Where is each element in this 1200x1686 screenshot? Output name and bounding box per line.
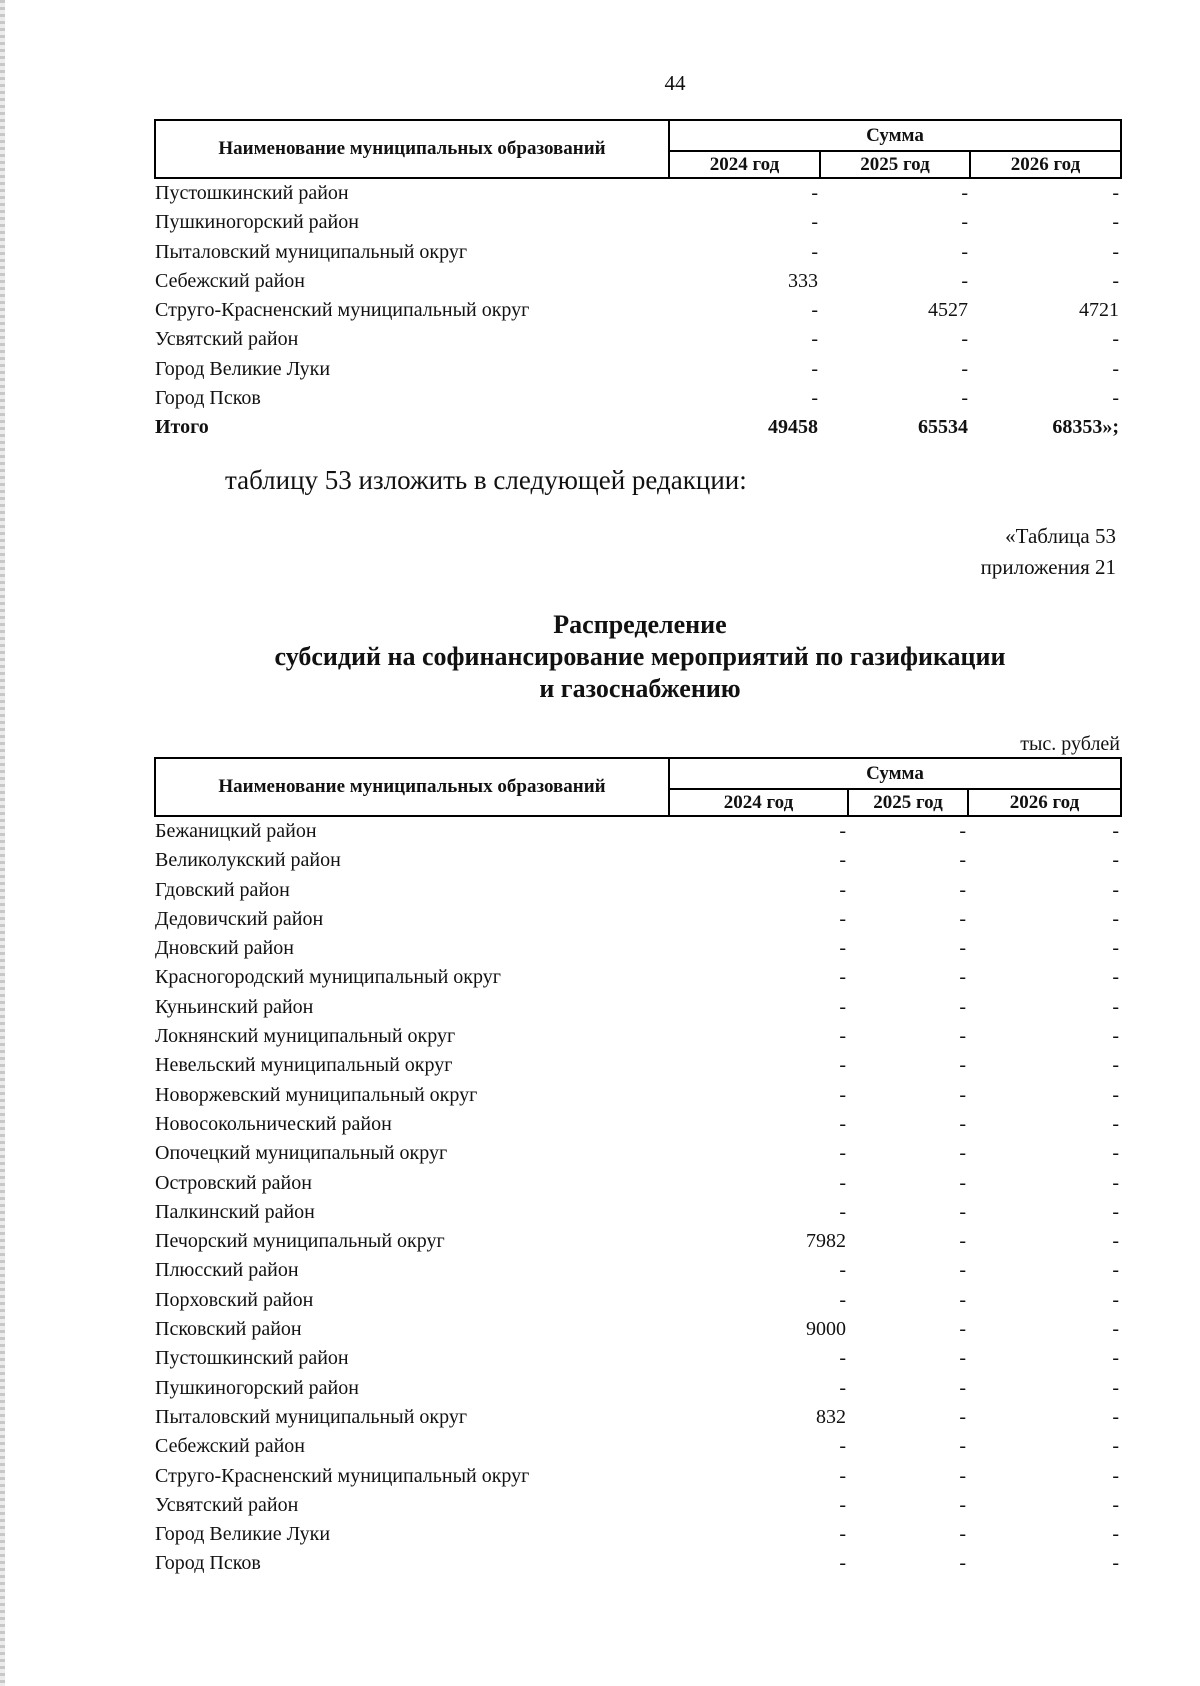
cell-2025: - bbox=[959, 1552, 966, 1575]
table-row bbox=[155, 208, 1121, 237]
cell-2024: 333 bbox=[788, 269, 818, 292]
cell-2026: - bbox=[1112, 966, 1119, 989]
row-name: Пушкиногорский район bbox=[155, 211, 359, 234]
cell-2024: - bbox=[811, 211, 818, 234]
table-top bbox=[154, 119, 1122, 443]
table-row bbox=[155, 934, 1121, 963]
table-row bbox=[155, 876, 1121, 905]
cell-2024: - bbox=[839, 820, 846, 842]
table-row bbox=[155, 296, 1121, 325]
title-line-3: и газоснабжению bbox=[539, 674, 741, 703]
row-name: Псковский район bbox=[155, 1318, 302, 1341]
cell-2025: - bbox=[959, 1493, 966, 1516]
cell-2026: - bbox=[1112, 849, 1119, 872]
row-name: Палкинский район bbox=[155, 1200, 315, 1223]
table-row bbox=[155, 1491, 1121, 1520]
table-reference-line2: приложения 21 bbox=[980, 555, 1116, 579]
row-name: Усвятский район bbox=[155, 1493, 299, 1516]
header-sum-group: Сумма bbox=[669, 120, 1121, 151]
row-name: Опочецкий муниципальный округ bbox=[155, 1142, 448, 1165]
cell-2024: 7982 bbox=[806, 1230, 846, 1253]
cell-2024: - bbox=[839, 1552, 846, 1575]
cell-2026: - bbox=[1112, 1083, 1119, 1106]
cell-2024: - bbox=[839, 937, 846, 960]
total-2024: 49458 bbox=[768, 416, 818, 439]
header-year-2025: 2025 год bbox=[820, 151, 970, 178]
cell-2024: - bbox=[811, 357, 818, 380]
cell-2025: - bbox=[961, 328, 968, 351]
header-year-2024: 2024 год bbox=[669, 789, 848, 816]
cell-2024: - bbox=[839, 1083, 846, 1106]
cell-2024: - bbox=[839, 966, 846, 989]
cell-2026: - bbox=[1112, 211, 1119, 234]
row-name: Бежаницкий район bbox=[155, 820, 317, 842]
header-name-column: Наименование муниципальных образований bbox=[155, 758, 669, 816]
cell-2024: - bbox=[811, 182, 818, 204]
total-2025: 65534 bbox=[918, 416, 968, 439]
row-name: Печорский муниципальный округ bbox=[155, 1230, 445, 1253]
cell-2024: - bbox=[839, 1523, 846, 1546]
row-name: Гдовский район bbox=[155, 878, 290, 901]
cell-2026: - bbox=[1112, 240, 1119, 263]
header-year-2026: 2026 год bbox=[968, 789, 1121, 816]
cell-2026: - bbox=[1112, 1259, 1119, 1282]
table-row bbox=[155, 1315, 1121, 1344]
cell-2026: - bbox=[1112, 1288, 1119, 1311]
table-row bbox=[155, 993, 1121, 1022]
header-year-2026: 2026 год bbox=[970, 151, 1121, 178]
row-name: Плюсский район bbox=[155, 1259, 299, 1282]
table-row bbox=[155, 1227, 1121, 1256]
title-line-1: Распределение bbox=[553, 610, 727, 639]
table-row bbox=[155, 1344, 1121, 1373]
row-name: Город Псков bbox=[155, 387, 261, 410]
cell-2025: - bbox=[959, 1171, 966, 1194]
cell-2025: - bbox=[959, 1435, 966, 1458]
cell-2024: 9000 bbox=[806, 1318, 846, 1341]
row-name: Пустошкинский район bbox=[155, 1347, 349, 1370]
cell-2024: - bbox=[811, 387, 818, 410]
cell-2024: - bbox=[839, 1142, 846, 1165]
table-row bbox=[155, 1198, 1121, 1227]
cell-2024: - bbox=[839, 1200, 846, 1223]
scan-edge bbox=[0, 0, 5, 1686]
page-number: 44 bbox=[664, 71, 686, 95]
table-row bbox=[155, 384, 1121, 413]
cell-2026: - bbox=[1112, 1318, 1119, 1341]
row-name: Дновский район bbox=[155, 937, 294, 960]
instruction-text: таблицу 53 изложить в следующей редакции: bbox=[225, 465, 747, 495]
cell-2024: - bbox=[839, 849, 846, 872]
cell-2026: - bbox=[1112, 387, 1119, 410]
cell-2025: - bbox=[959, 1288, 966, 1311]
table-row bbox=[155, 963, 1121, 992]
title-line-2: субсидий на софинансирование мероприятий по газификации bbox=[274, 642, 1006, 671]
table-row bbox=[155, 1549, 1121, 1578]
row-name: Пустошкинский район bbox=[155, 182, 349, 204]
cell-2026: - bbox=[1112, 1347, 1119, 1370]
cell-2024: - bbox=[839, 1171, 846, 1194]
cell-2024: - bbox=[811, 240, 818, 263]
table-row bbox=[155, 355, 1121, 384]
cell-2025: - bbox=[959, 1200, 966, 1223]
cell-2025: - bbox=[959, 1523, 966, 1546]
table-row bbox=[155, 846, 1121, 875]
cell-2024: - bbox=[811, 328, 818, 351]
row-name: Локнянский муниципальный округ bbox=[155, 1025, 456, 1048]
table-main-body bbox=[155, 816, 1121, 1579]
table-row bbox=[155, 1286, 1121, 1315]
cell-2026: - bbox=[1112, 1054, 1119, 1077]
cell-2024: 832 bbox=[816, 1405, 846, 1428]
total-2026: 68353»; bbox=[1052, 416, 1119, 439]
table-row bbox=[155, 1403, 1121, 1432]
table-row bbox=[155, 1462, 1121, 1491]
cell-2025: - bbox=[959, 1318, 966, 1341]
cell-2025: - bbox=[959, 1376, 966, 1399]
cell-2026: - bbox=[1112, 182, 1119, 204]
cell-2025: - bbox=[959, 937, 966, 960]
cell-2026: - bbox=[1112, 995, 1119, 1018]
table-row bbox=[155, 1256, 1121, 1285]
row-name: Новоржевский муниципальный округ bbox=[155, 1083, 478, 1106]
row-name: Невельский муниципальный округ bbox=[155, 1054, 453, 1077]
cell-2026: - bbox=[1112, 1552, 1119, 1575]
row-name: Дедовичский район bbox=[155, 907, 324, 930]
cell-2026: - bbox=[1112, 1142, 1119, 1165]
cell-2024: - bbox=[839, 1054, 846, 1077]
cell-2024: - bbox=[839, 995, 846, 1018]
table-row bbox=[155, 1169, 1121, 1198]
table-row bbox=[155, 1022, 1121, 1051]
table-row bbox=[155, 1051, 1121, 1080]
units-label: тыс. рублей bbox=[1020, 733, 1120, 755]
cell-2026: - bbox=[1112, 1464, 1119, 1487]
table-row bbox=[155, 267, 1121, 296]
cell-2026: 4721 bbox=[1079, 299, 1119, 322]
header-year-2024: 2024 год bbox=[669, 151, 820, 178]
row-name: Себежский район bbox=[155, 1435, 305, 1458]
cell-2024: - bbox=[839, 1288, 846, 1311]
header-sum-group: Сумма bbox=[669, 758, 1121, 789]
row-name: Город Великие Луки bbox=[155, 1523, 331, 1546]
row-name: Новосокольнический район bbox=[155, 1112, 392, 1135]
row-name: Пыталовский муниципальный округ bbox=[155, 1405, 468, 1428]
cell-2024: - bbox=[839, 878, 846, 901]
cell-2025: - bbox=[961, 240, 968, 263]
table-row bbox=[155, 1520, 1121, 1549]
cell-2026: - bbox=[1112, 1405, 1119, 1428]
cell-2025: - bbox=[961, 387, 968, 410]
total-label: Итого bbox=[155, 416, 209, 439]
cell-2025: - bbox=[959, 1025, 966, 1048]
cell-2024: - bbox=[839, 1112, 846, 1135]
cell-2026: - bbox=[1112, 1112, 1119, 1135]
cell-2026: - bbox=[1112, 1376, 1119, 1399]
table-row bbox=[155, 325, 1121, 354]
row-name: Себежский район bbox=[155, 269, 305, 292]
table-row bbox=[155, 905, 1121, 934]
cell-2024: - bbox=[839, 1376, 846, 1399]
cell-2026: - bbox=[1112, 1171, 1119, 1194]
cell-2025: - bbox=[961, 269, 968, 292]
row-name: Город Великие Луки bbox=[155, 357, 331, 380]
cell-2025: - bbox=[959, 1230, 966, 1253]
row-name: Порховский район bbox=[155, 1288, 314, 1311]
cell-2024: - bbox=[839, 1259, 846, 1282]
cell-2026: - bbox=[1112, 878, 1119, 901]
row-name: Великолукский район bbox=[155, 849, 341, 872]
cell-2025: - bbox=[959, 1464, 966, 1487]
row-name: Красногородский муниципальный округ bbox=[155, 966, 501, 989]
row-name: Пыталовский муниципальный округ bbox=[155, 240, 468, 263]
cell-2025: - bbox=[959, 1054, 966, 1077]
header-year-2025: 2025 год bbox=[848, 789, 968, 816]
table-row bbox=[155, 1139, 1121, 1168]
table-row bbox=[155, 1432, 1121, 1461]
cell-2024: - bbox=[839, 1464, 846, 1487]
row-name: Островский район bbox=[155, 1171, 312, 1194]
table-reference-line1: «Таблица 53 bbox=[1005, 524, 1116, 548]
table-main bbox=[154, 757, 1122, 1579]
cell-2025: - bbox=[959, 1142, 966, 1165]
row-name: Куньинский район bbox=[155, 995, 314, 1018]
header-name-column: Наименование муниципальных образований bbox=[155, 120, 669, 178]
cell-2026: - bbox=[1112, 1025, 1119, 1048]
cell-2025: - bbox=[959, 1405, 966, 1428]
row-name: Струго-Красненский муниципальный округ bbox=[155, 1464, 530, 1487]
cell-2026: - bbox=[1112, 269, 1119, 292]
cell-2025: - bbox=[959, 966, 966, 989]
cell-2025: - bbox=[959, 1259, 966, 1282]
cell-2026: - bbox=[1112, 357, 1119, 380]
row-name: Струго-Красненский муниципальный округ bbox=[155, 299, 530, 322]
document-title bbox=[160, 609, 1120, 705]
cell-2025: 4527 bbox=[928, 299, 968, 322]
table-row bbox=[155, 1374, 1121, 1403]
table-row bbox=[155, 238, 1121, 267]
cell-2024: - bbox=[839, 1347, 846, 1370]
cell-2024: - bbox=[811, 299, 818, 322]
cell-2025: - bbox=[959, 820, 966, 842]
cell-2025: - bbox=[959, 1112, 966, 1135]
cell-2026: - bbox=[1112, 1493, 1119, 1516]
row-name: Пушкиногорский район bbox=[155, 1376, 359, 1399]
cell-2026: - bbox=[1112, 1230, 1119, 1253]
cell-2026: - bbox=[1112, 328, 1119, 351]
cell-2025: - bbox=[959, 907, 966, 930]
total-row bbox=[155, 413, 1121, 442]
cell-2025: - bbox=[961, 357, 968, 380]
cell-2026: - bbox=[1112, 1435, 1119, 1458]
cell-2025: - bbox=[959, 1347, 966, 1370]
cell-2024: - bbox=[839, 1025, 846, 1048]
table-top-body bbox=[155, 178, 1121, 413]
table-row bbox=[155, 178, 1121, 208]
row-name: Усвятский район bbox=[155, 328, 299, 351]
cell-2025: - bbox=[961, 182, 968, 204]
cell-2025: - bbox=[959, 995, 966, 1018]
cell-2026: - bbox=[1112, 907, 1119, 930]
table-row bbox=[155, 1081, 1121, 1110]
cell-2026: - bbox=[1112, 937, 1119, 960]
cell-2026: - bbox=[1112, 1200, 1119, 1223]
cell-2024: - bbox=[839, 1493, 846, 1516]
table-row bbox=[155, 816, 1121, 846]
cell-2025: - bbox=[959, 849, 966, 872]
cell-2025: - bbox=[959, 1083, 966, 1106]
cell-2026: - bbox=[1112, 1523, 1119, 1546]
row-name: Город Псков bbox=[155, 1552, 261, 1575]
cell-2024: - bbox=[839, 907, 846, 930]
table-row bbox=[155, 1110, 1121, 1139]
cell-2025: - bbox=[959, 878, 966, 901]
cell-2025: - bbox=[961, 211, 968, 234]
cell-2024: - bbox=[839, 1435, 846, 1458]
cell-2026: - bbox=[1112, 820, 1119, 842]
